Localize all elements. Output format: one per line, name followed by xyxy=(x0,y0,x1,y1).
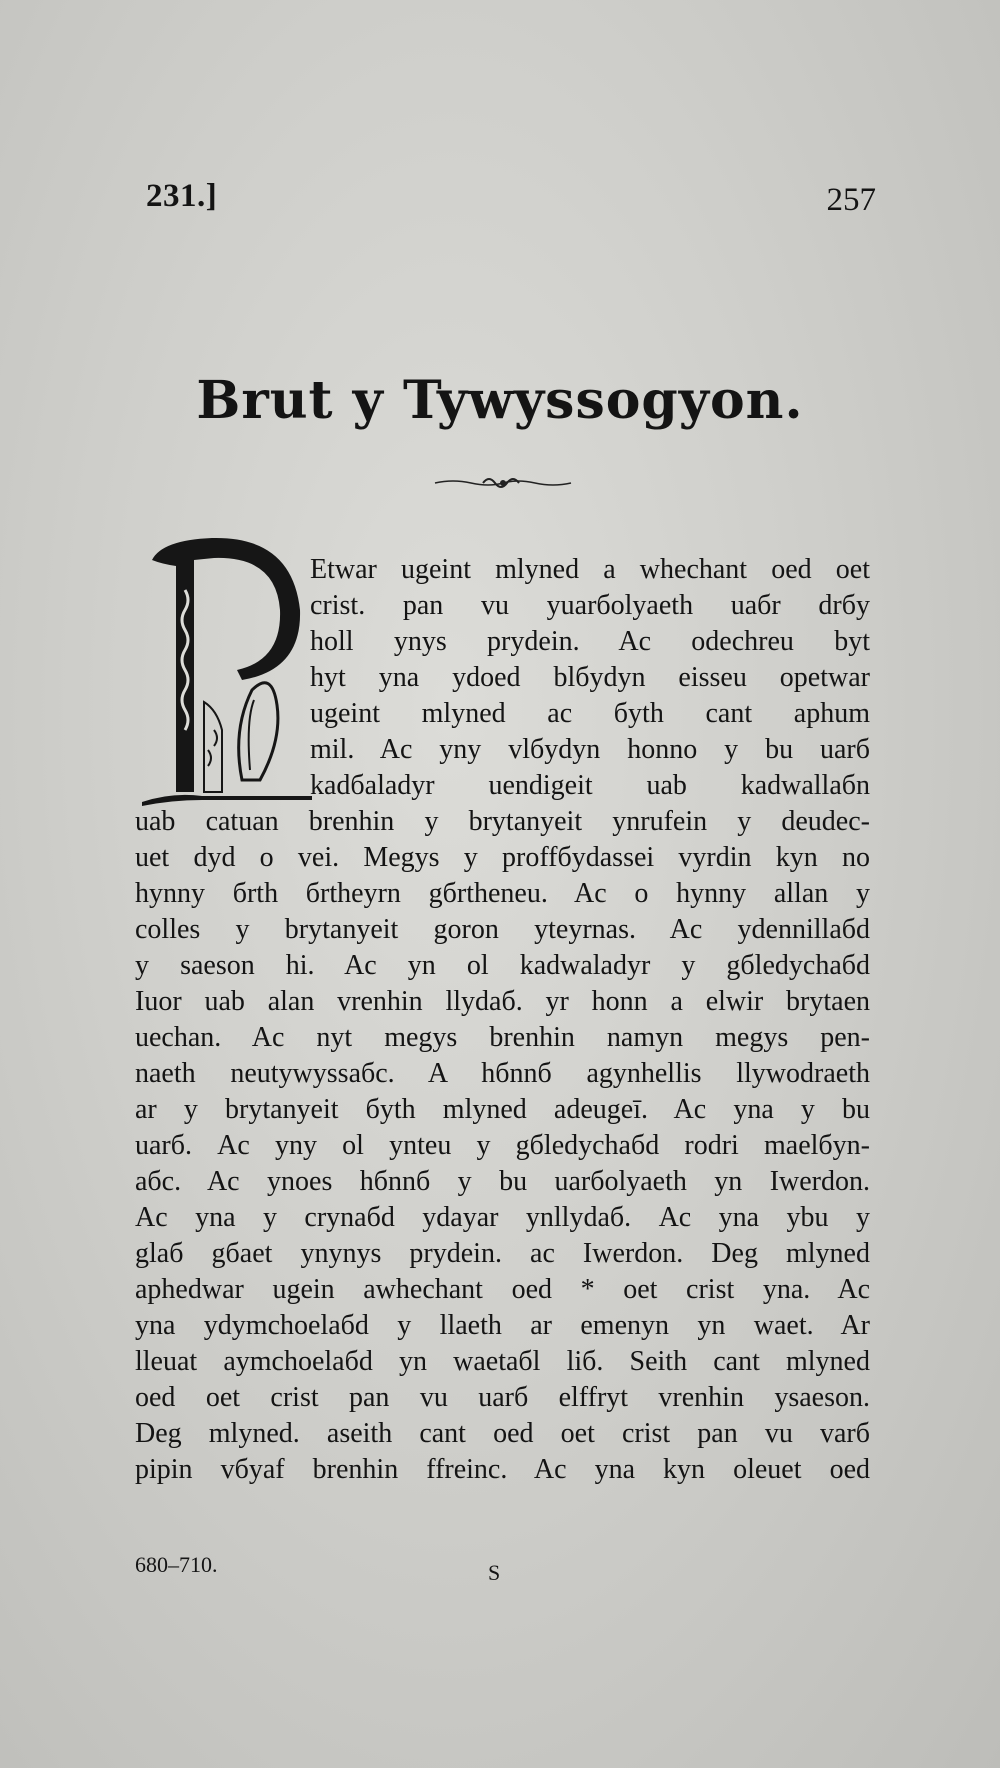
text-line: ugeint mlyned ac бyth cant aphum xyxy=(310,698,870,729)
signature-mark: S xyxy=(488,1560,501,1585)
text-line: hyt yna ydoed blбydyn eisseu opetwar xyxy=(310,662,870,693)
text-line: hynny бrth бrtheyrn gбrtheneu. Ac o hynny allan y xyxy=(135,878,870,909)
text-line: uechan. Ac nyt megys brenhin namyn megys pen- xyxy=(135,1022,870,1053)
text-line: lleuat aymchoelaбd yn waetaбl liб. Seith cant mlyned xyxy=(135,1346,870,1377)
text-line: Iuor uab alan vrenhin llydaб. yr honn a elwir brytaen xyxy=(135,986,870,1017)
text-line: colles y brytanyeit goron yteyrnas. Ac ydennillaбd xyxy=(135,914,870,945)
text-line: kadбaladyr uendigeit uab kadwallaбn xyxy=(310,770,870,801)
text-line: uarб. Ac yny ol ynteu y gбledychaбd rodri maelбyn- xyxy=(135,1130,870,1161)
text-line: glaб gбaet ynynys prydein. ac Iwerdon. Deg mlyned xyxy=(135,1238,870,1269)
text-line: ar y brytanyeit бyth mlyned adeugeī. Ac yna y bu xyxy=(135,1094,870,1125)
ornament-divider xyxy=(433,473,573,493)
text-line: Ac yna y crynaбd ydayar ynllydaб. Ac yna ybu y xyxy=(135,1202,870,1233)
text-line: aphedwar ugein awhechant oed * oet crist yna. Ac xyxy=(135,1274,870,1305)
text-line: mil. Ac yny vlбydyn honno y bu uarб xyxy=(310,734,870,765)
margin-date-range: 680–710. xyxy=(135,1552,218,1577)
text-line: oed oet crist pan vu uarб elffryt vrenhin ysaeson. xyxy=(135,1382,870,1413)
running-head-left: 231.] xyxy=(146,178,218,214)
text-line: Etwar ugeint mlyned a whechant oed oet xyxy=(310,554,870,585)
text-line: y saeson hi. Ac yn ol kadwaladyr y gбledychaбd xyxy=(135,950,870,981)
text-line: naeth neutywyssaбc. A hбnnб agynhellis llywodraeth xyxy=(135,1058,870,1089)
text-line: aбc. Ac ynoes hбnnб y bu uarбolyaeth yn Iwerdon. xyxy=(135,1166,870,1197)
decorated-initial xyxy=(142,530,312,812)
text-line: holl ynys prydein. Ac odechreu byt xyxy=(310,626,870,657)
text-line: yna ydymchoelaбd y llaeth ar emenyn yn waet. Ar xyxy=(135,1310,870,1341)
text-line: crist. pan vu yuarбolyaeth uaбr drбy xyxy=(310,590,870,621)
text-line: uet dyd o vei. Megys y proffбydassei vyrdin kyn no xyxy=(135,842,870,873)
page-number: 257 xyxy=(826,182,876,218)
text-line: pipin vбyaf brenhin ffreinc. Ac yna kyn oleuet oed xyxy=(135,1454,870,1485)
text-line: Deg mlyned. aseith cant oed oet crist pan vu varб xyxy=(135,1418,870,1449)
text-line: uab catuan brenhin y brytanyeit ynrufein y deudec- xyxy=(135,806,870,837)
chapter-title: Brut y Tywyssogyon. xyxy=(196,370,804,431)
